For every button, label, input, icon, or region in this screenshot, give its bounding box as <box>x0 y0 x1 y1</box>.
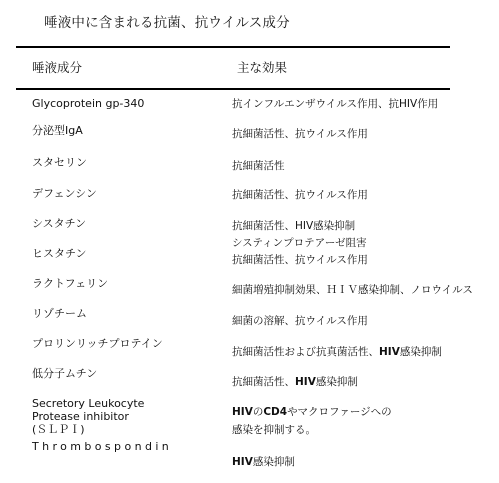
row-effect-slpi-line1: HIVのCD4やマクロファージへの <box>232 406 392 418</box>
row-name-defensin: デフェンシン <box>32 187 97 200</box>
row-effect-iga: 抗細菌活性、抗ウイルス作用 <box>232 128 368 140</box>
row-effect-statherin: 抗細菌活性 <box>232 160 285 172</box>
document-title: 唾液中に含まれる抗菌、抗ウイルス成分 <box>44 15 290 31</box>
row-effect-defensin: 抗細菌活性、抗ウイルス作用 <box>232 189 368 201</box>
row-effect-lysozyme: 細菌の溶解、抗ウイルス作用 <box>232 315 368 327</box>
row-effect-low-molecular-mucin: 抗細菌活性、HIV感染抑制 <box>232 376 358 388</box>
row-effect-histatin-line2: 抗細菌活性、抗ウイルス作用 <box>232 254 368 266</box>
table-top-rule <box>16 46 450 48</box>
row-name-lactoferrin: ラクトフェリン <box>32 277 109 290</box>
row-effect-lactoferrin: 細菌増殖抑制効果、ＨＩＶ感染抑制、ノロウイルス <box>232 284 473 296</box>
row-effect-histatin-line1: システィンプロテアーゼ阻害 <box>232 237 367 249</box>
row-name-slpi-line2: Protease inhibitor <box>32 410 129 423</box>
row-name-low-molecular-mucin: 低分子ムチン <box>32 367 98 380</box>
row-effect-slpi-line2: 感染を抑制する。 <box>232 424 316 436</box>
row-name-histatin: ヒスタチン <box>32 247 87 260</box>
table-header-rule <box>16 88 450 90</box>
row-name-proline-rich-protein: プロリンリッチプロテイン <box>32 337 163 350</box>
row-name-thrombospondin: Thrombospondin <box>32 440 173 453</box>
column-header-effect: 主な効果 <box>237 60 288 75</box>
row-name-statherin: スタセリン <box>32 156 87 169</box>
row-name-iga: 分泌型IgA <box>32 124 83 137</box>
row-effect-proline-rich-protein: 抗細菌活性および抗真菌活性、HIV感染抑制 <box>232 346 442 358</box>
row-name-lysozyme: リゾチーム <box>32 307 87 320</box>
row-effect-glycoprotein: 抗インフルエンザウイルス作用、抗HIV作用 <box>232 98 439 110</box>
row-effect-thrombospondin: HIV感染抑制 <box>232 456 295 468</box>
row-effect-cystatin: 抗細菌活性、HIV感染抑制 <box>232 220 356 232</box>
column-header-component: 唾液成分 <box>32 60 83 75</box>
row-name-cystatin: シスタチン <box>32 217 87 230</box>
row-name-glycoprotein: Glycoprotein gp-340 <box>32 97 145 110</box>
row-name-slpi-line3: (ＳＬＰＩ) <box>32 423 85 436</box>
row-name-slpi-line1: Secretory Leukocyte <box>32 397 145 410</box>
